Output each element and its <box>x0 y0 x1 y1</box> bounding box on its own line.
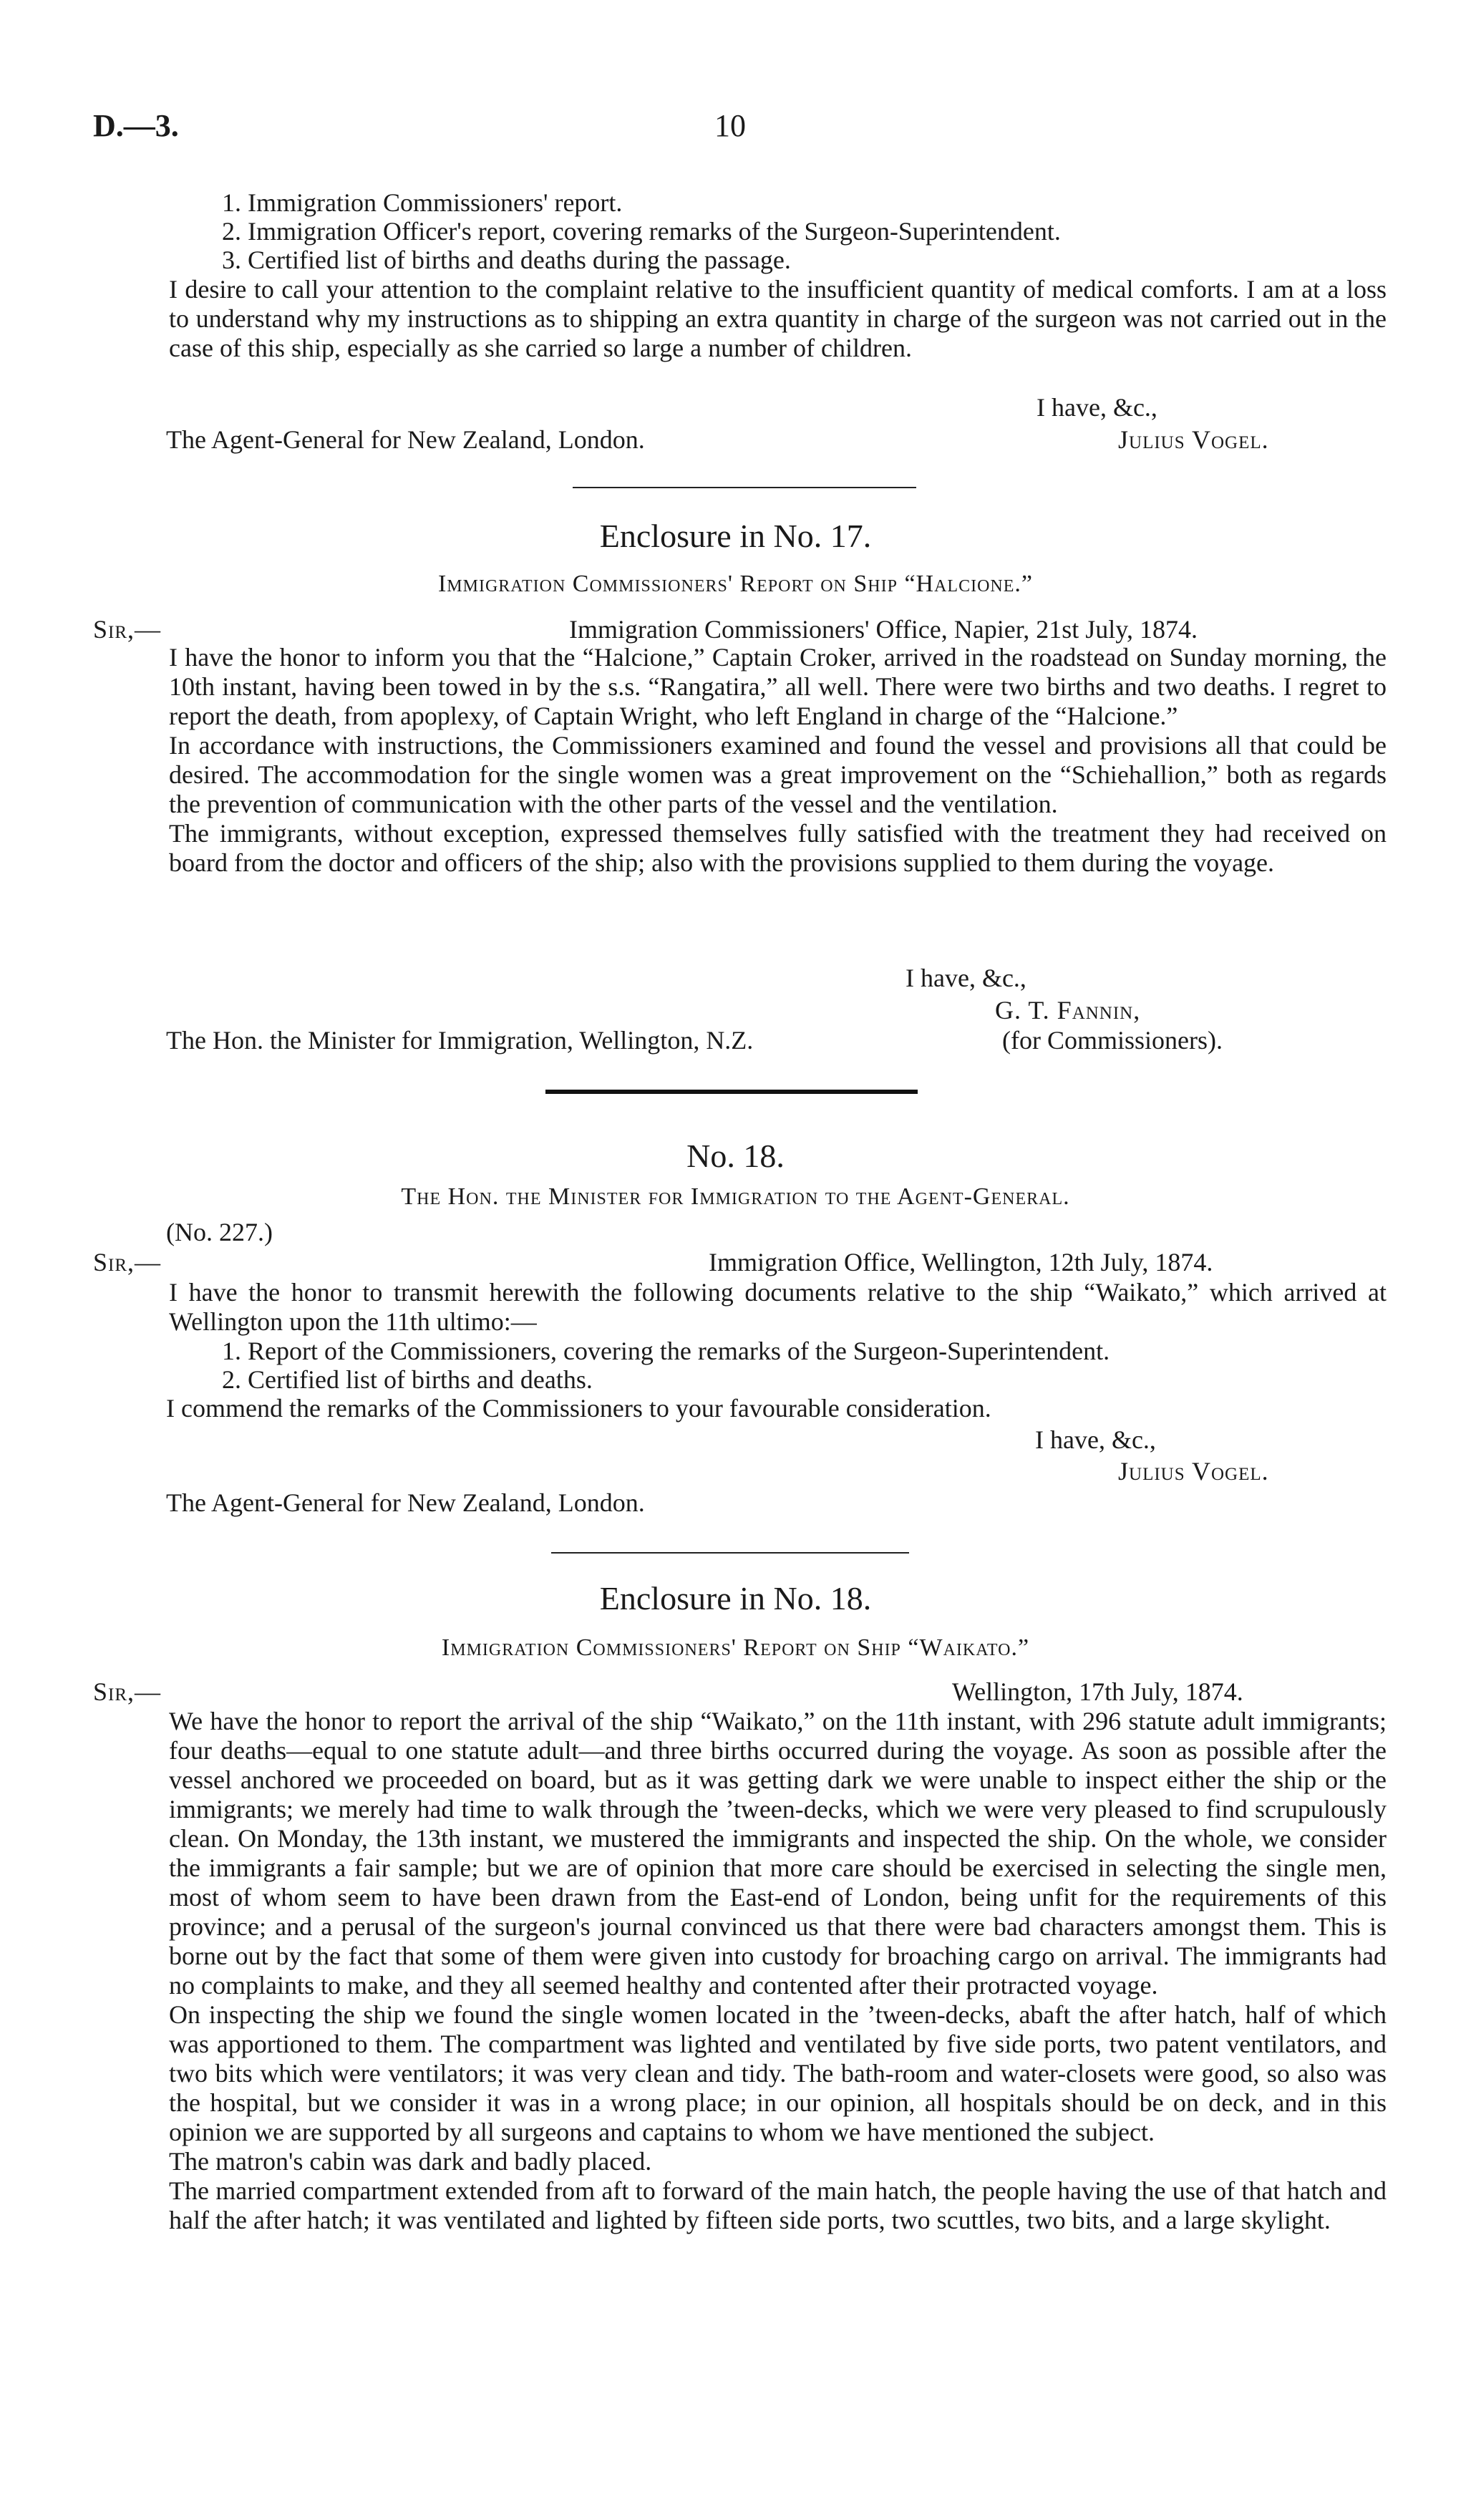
enclosure-17-heading: Enclosure in No. 17. <box>599 518 872 554</box>
divider <box>551 1552 909 1554</box>
no-18-list-item-1: 1. Report of the Commissioners, covering the remarks of the Surgeon-Superintendent. <box>222 1337 1110 1365</box>
prev-closing: I have, &c., <box>1037 393 1157 422</box>
enclosure-18-subheading: Immigration Commissioners' Report on Ship “Waikato.” <box>441 1634 1030 1661</box>
enclosure-18-dateline: Wellington, 17th July, 1874. <box>952 1677 1243 1706</box>
enclosure-17-signature: G. T. Fannin, <box>995 996 1141 1024</box>
no-18-heading: No. 18. <box>686 1138 785 1174</box>
prev-letter-body: I desire to call your attention to the complaint relative to the insufficient quantity of medical comforts. I am at a loss to understand why my instructions as to shipping an extra quantity in charge of the surgeon was not carried out in the case of this ship, especially as she carried so large a number of children. <box>169 275 1387 362</box>
divider <box>573 487 916 488</box>
no-18-signature: Julius Vogel. <box>1118 1457 1269 1486</box>
no-18-list-item-2: 2. Certified list of births and deaths. <box>222 1365 593 1394</box>
enclosure-17-closing: I have, &c., <box>906 964 1026 992</box>
no-18-commend: I commend the remarks of the Commissioners to your favourable consideration. <box>166 1394 991 1423</box>
no-18-reference: (No. 227.) <box>166 1218 273 1246</box>
enclosure-17-dateline: Immigration Commissioners' Office, Napier, 21st July, 1874. <box>569 615 1198 644</box>
enclosure-18-salutation: Sir,— <box>93 1677 162 1706</box>
no-18-intro: I have the honor to transmit herewith the following documents relative to the ship “Waikato,” which arrived at Wellington upon the 11th ultimo:— <box>169 1278 1387 1336</box>
paragraph: The married compartment extended from aft to forward of the main hatch, the people having the use of that hatch and half the after hatch; it was ventilated and lighted by fifteen side ports, two scuttles, two bits, and a large skylight. <box>169 2176 1387 2234</box>
prev-addressee: The Agent-General for New Zealand, London. <box>166 425 645 454</box>
no-18-closing: I have, &c., <box>1035 1425 1156 1454</box>
section-divider <box>545 1090 918 1094</box>
no-18-addressee: The Agent-General for New Zealand, London. <box>166 1488 645 1517</box>
paragraph: The matron's cabin was dark and badly placed. <box>169 2147 652 2176</box>
paragraph: In accordance with instructions, the Commissioners examined and found the vessel and provisions all that could be desired. The accommodation for the single women was a great improvement on the “Schiehallion,” both as regards the prevention of communication with the other parts of the vessel and the ventilation. <box>169 731 1387 818</box>
enclosure-17-signature-note: (for Commissioners). <box>1002 1026 1223 1055</box>
prev-list-item-2: 2. Immigration Officer's report, covering remarks of the Surgeon-Superintendent. <box>222 217 1061 246</box>
prev-signature: Julius Vogel. <box>1118 425 1269 454</box>
enclosure-18-body <box>100 1707 1387 2235</box>
doc-reference: D.—3. <box>93 108 179 143</box>
paragraph: The immigrants, without exception, expressed themselves fully satisfied with the treatment they had received on board from the doctor and officers of the ship; also with the provisions supplied to them during the voyage. <box>169 819 1387 877</box>
no-18-dateline: Immigration Office, Wellington, 12th July, 1874. <box>709 1248 1213 1276</box>
enclosure-17-addressee: The Hon. the Minister for Immigration, Wellington, N.Z. <box>166 1026 754 1055</box>
prev-list-item-1: 1. Immigration Commissioners' report. <box>222 188 623 217</box>
enclosure-17-body <box>100 643 1387 878</box>
paragraph: We have the honor to report the arrival of the ship “Waikato,” on the 11th instant, with 296 statute adult immigrants; four deaths—equal to one statute adult—and three births occurred during the voyage. As soon as possible after the vessel anchored we proceeded on board, but as it was getting dark we were unable to inspect either the ship or the immigrants; we merely had time to walk through the ’tween-decks, which we were very pleased to find scrupulously clean. On Monday, the 13th instant, we mustered the immigrants and inspected the ship. On the whole, we consider the immigrants a fair sample; but we are of opinion that more care should be exercised in selecting the single men, most of whom seem to have been drawn from the East-end of London, being unfit for the requirements of this province; and a perusal of the surgeon's journal convinced us that there were bad characters amongst them. This is borne out by the fact that some of them were given into custody for broaching cargo on arrival. The immigrants had no complaints to make, and they all seemed healthy and contented after their protracted voyage. <box>169 1707 1387 2000</box>
page-number: 10 <box>714 108 746 143</box>
enclosure-17-salutation: Sir,— <box>93 615 162 644</box>
no-18-salutation: Sir,— <box>93 1248 162 1276</box>
prev-list-item-3: 3. Certified list of births and deaths during the passage. <box>222 246 791 274</box>
paragraph: I have the honor to inform you that the “Halcione,” Captain Croker, arrived in the roadstead on Sunday morning, the 10th instant, having been towed in by the s.s. “Rangatira,” all well. There were two births and two deaths. I regret to report the death, from apoplexy, of Captain Wright, who left England in charge of the “Halcione.” <box>169 643 1387 730</box>
enclosure-17-subheading: Immigration Commissioners' Report on Ship “Halcione.” <box>437 571 1034 597</box>
enclosure-18-heading: Enclosure in No. 18. <box>599 1580 872 1617</box>
no-18-subheading: The Hon. the Minister for Immigration to the Agent-General. <box>401 1183 1070 1210</box>
paragraph: On inspecting the ship we found the single women located in the ’tween-decks, abaft the after hatch, half of which was apportioned to them. The compartment was lighted and ventilated by five side ports, two patent ventilators, and two bits which were ventilators; it was very clean and tidy. The bath-room and water-closets were good, so also was the hospital, but we consider it was in a wrong place; in our opinion, all hospitals should be on deck, and in this opinion we are supported by all surgeons and captains to whom we have mentioned the subject. <box>169 2000 1387 2146</box>
